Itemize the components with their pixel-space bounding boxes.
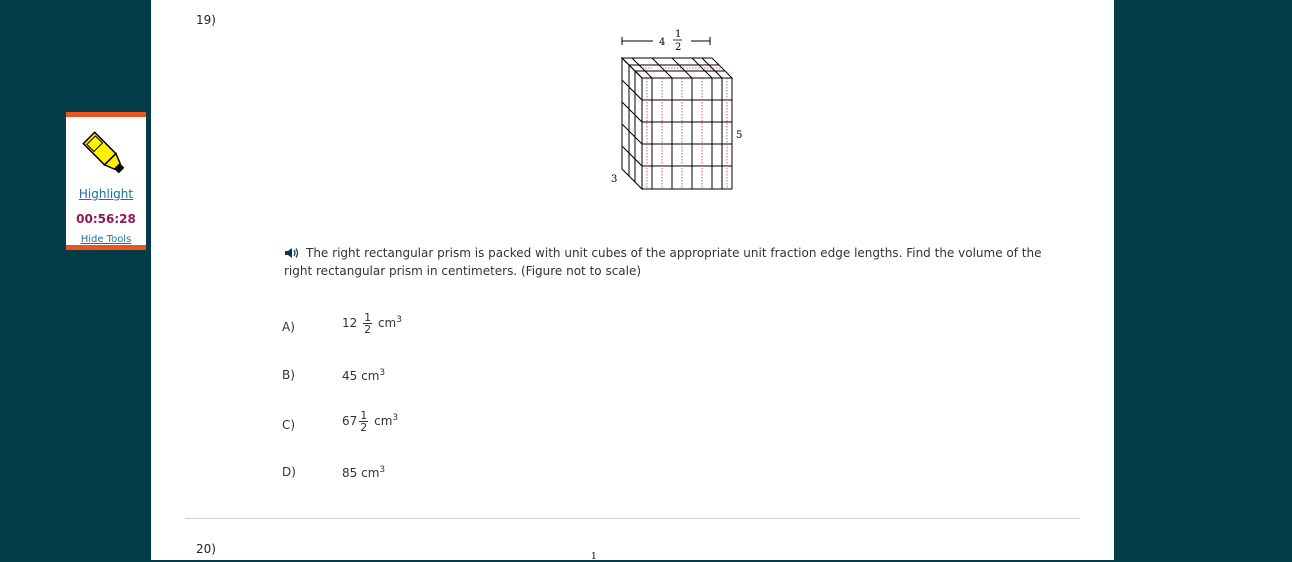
top-label-num: 1: [675, 29, 682, 40]
right-label: 5: [736, 130, 743, 141]
question-number: 19): [196, 13, 216, 27]
top-dimension-marker: [622, 29, 710, 53]
choice-unit: cm: [377, 316, 397, 330]
choice-fraction: [359, 410, 368, 433]
prism-figure: [611, 26, 751, 196]
countdown-timer: 00:56:28: [76, 212, 136, 226]
choice-unit: cm: [361, 466, 380, 480]
fraction-numerator: 1: [360, 409, 368, 422]
choice-value: [342, 368, 385, 383]
question-paper: [151, 0, 1114, 560]
choice-exponent: 3: [379, 465, 386, 475]
top-label-whole: 4: [659, 37, 666, 48]
choice-value: [342, 465, 385, 480]
half-unit-lines: [642, 68, 727, 189]
fraction-denominator: 2: [364, 323, 372, 336]
choice-value: [342, 410, 398, 433]
choice-letter: C): [282, 418, 296, 432]
choice-fraction: [363, 312, 372, 335]
choice-whole: 67: [342, 414, 358, 428]
speaker-icon[interactable]: [284, 247, 302, 259]
tools-panel: [66, 112, 146, 250]
choice-exponent: 3: [396, 315, 402, 325]
top-label-den: 2: [675, 42, 682, 53]
choice-unit: cm: [374, 414, 393, 428]
prism-drawing: [622, 58, 732, 189]
choice-whole: 12: [342, 316, 358, 330]
next-figure-peek: 1: [591, 552, 597, 562]
choice-letter: A): [282, 320, 295, 334]
next-question-number: 20): [196, 542, 216, 556]
choice-value: [342, 312, 402, 335]
choice-letter: D): [282, 465, 296, 479]
highlight-link[interactable]: Highlight: [78, 187, 134, 201]
choice-letter: B): [282, 368, 295, 382]
question-prompt: [284, 244, 1054, 280]
choice-exponent: 3: [392, 413, 399, 423]
question-text: The right rectangular prism is packed with unit cubes of the appropriate unit fraction edge lengths. Find the volume of the right rectangular prism in centimeters. (Figure not to scale): [284, 246, 1042, 278]
choice-unit: cm: [361, 369, 380, 383]
question-divider: [185, 518, 1080, 519]
choice-whole: 85: [342, 466, 358, 480]
highlighter-icon[interactable]: [78, 127, 134, 183]
choice-exponent: 3: [379, 368, 386, 378]
fraction-denominator: 2: [360, 421, 368, 434]
hide-tools-link[interactable]: Hide Tools: [80, 234, 132, 245]
fraction-numerator: 1: [364, 311, 372, 324]
choice-whole: 45: [342, 369, 358, 383]
depth-label: 3: [611, 174, 618, 185]
